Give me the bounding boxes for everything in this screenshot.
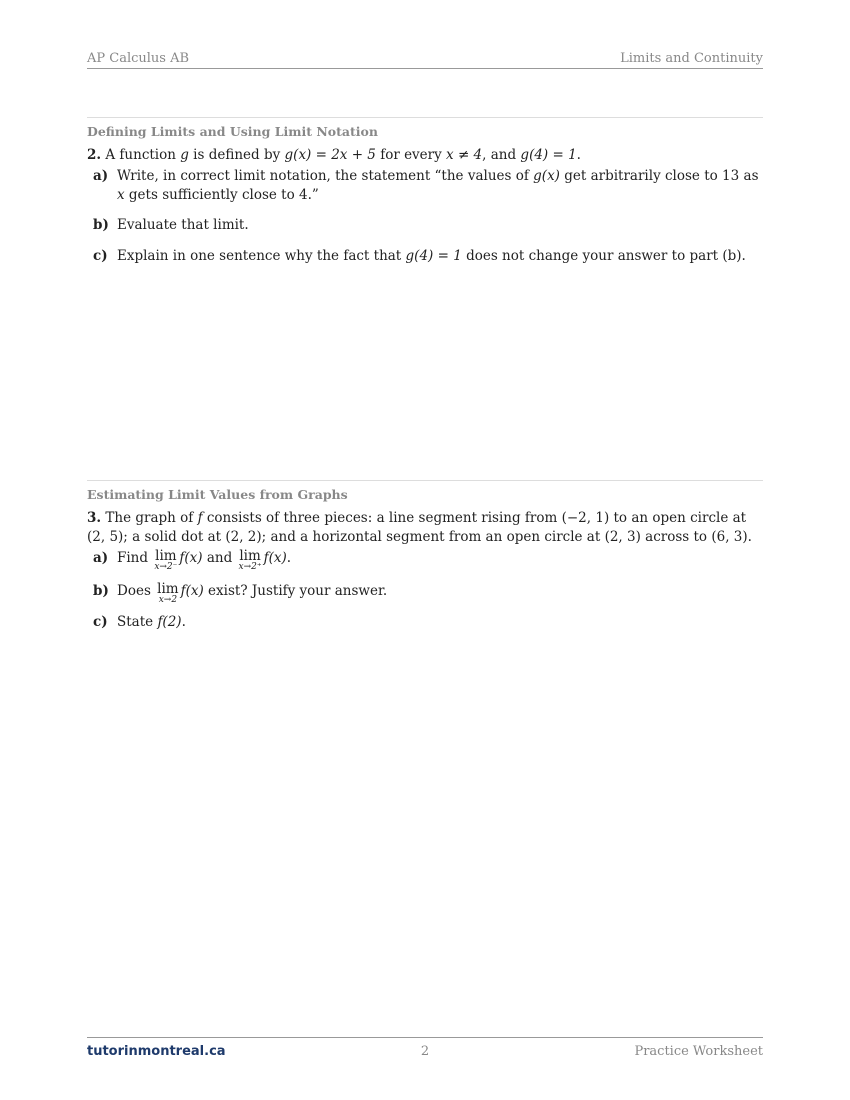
problem-2-stem (87, 146, 763, 165)
math-expr: g(4) = 1 (520, 147, 577, 163)
page-footer (87, 1037, 763, 1062)
math-fx: f(x) (180, 583, 204, 599)
limit-two-sided (157, 582, 178, 605)
part-c (87, 613, 763, 632)
footer-label: Practice Worksheet (634, 1044, 763, 1059)
math-g: g (180, 147, 189, 163)
lim-word: lim (155, 548, 177, 564)
section-title: Estimating Limit Values from Graphs (87, 487, 348, 502)
part-label: c) (93, 614, 108, 630)
part-text: . (181, 614, 186, 630)
page-header (87, 50, 763, 69)
limit-left (154, 549, 177, 572)
lim-subscript: x→2 (158, 595, 178, 605)
part-b (87, 582, 763, 605)
math-expr: g(4) = 1 (405, 248, 462, 264)
math-expr: x (117, 187, 125, 203)
part-label: b) (93, 217, 109, 233)
part-text: gets sufficiently close to 4.” (124, 187, 319, 203)
part-label: b) (93, 583, 109, 599)
lim-subscript: x→2⁺ (238, 562, 262, 572)
part-text: Does (117, 583, 156, 599)
stem-text: is defined by (188, 147, 285, 163)
part-text: . (286, 550, 292, 566)
problem-number: 3. (87, 510, 102, 526)
problem-number: 2. (87, 147, 102, 163)
part-label: c) (93, 248, 108, 264)
part-text: and (202, 550, 237, 566)
section-estimating-limits (87, 480, 763, 632)
course-title: AP Calculus AB (87, 51, 190, 66)
stem-text: for every (375, 147, 447, 163)
part-label: a) (93, 550, 109, 566)
stem-text: consists of three pieces: a line segment rising from (−2, 1) to an open circle at (2, 5); a solid dot at (2, 2); and a horizontal segment from an open circle at (2, 3) across to (6, 3). (87, 510, 752, 545)
math-f: f (197, 510, 203, 526)
part-text: get arbitrarily close to 13 as (559, 168, 759, 184)
lim-word: lim (157, 581, 179, 597)
part-text: exist? Justify your answer. (203, 583, 388, 599)
math-expr: f(2) (157, 614, 182, 630)
part-label: a) (93, 168, 109, 184)
stem-text: . (576, 147, 581, 163)
part-a (87, 549, 763, 572)
math-fx: f(x) (179, 550, 203, 566)
site-link[interactable]: tutorinmontreal.ca (87, 1044, 226, 1059)
stem-text: A function (105, 147, 181, 163)
math-expr: g(x) (533, 168, 560, 184)
part-text: Evaluate that limit. (117, 217, 249, 233)
section-defining-limits (87, 117, 763, 266)
lim-subscript: x→2⁻ (154, 562, 178, 572)
part-text: State (117, 614, 158, 630)
part-b (87, 216, 763, 235)
unit-title: Limits and Continuity (620, 51, 763, 66)
stem-text: , and (482, 147, 521, 163)
math-expr: x ≠ 4 (446, 147, 483, 163)
page-number: 2 (420, 1044, 430, 1059)
part-a (87, 167, 763, 205)
part-text: Write, in correct limit notation, the statement “the values of (117, 168, 534, 184)
part-text: Explain in one sentence why the fact that (117, 248, 406, 264)
lim-word: lim (239, 548, 261, 564)
part-c (87, 247, 763, 266)
stem-text: The graph of (105, 510, 198, 526)
section-title: Defining Limits and Using Limit Notation (87, 124, 378, 139)
math-expr: g(x) = 2x + 5 (284, 147, 376, 163)
limit-right (239, 549, 262, 572)
math-fx: f(x) (263, 550, 287, 566)
problem-3-stem (87, 509, 763, 547)
part-text: Find (117, 550, 153, 566)
part-text: does not change your answer to part (b). (461, 248, 746, 264)
